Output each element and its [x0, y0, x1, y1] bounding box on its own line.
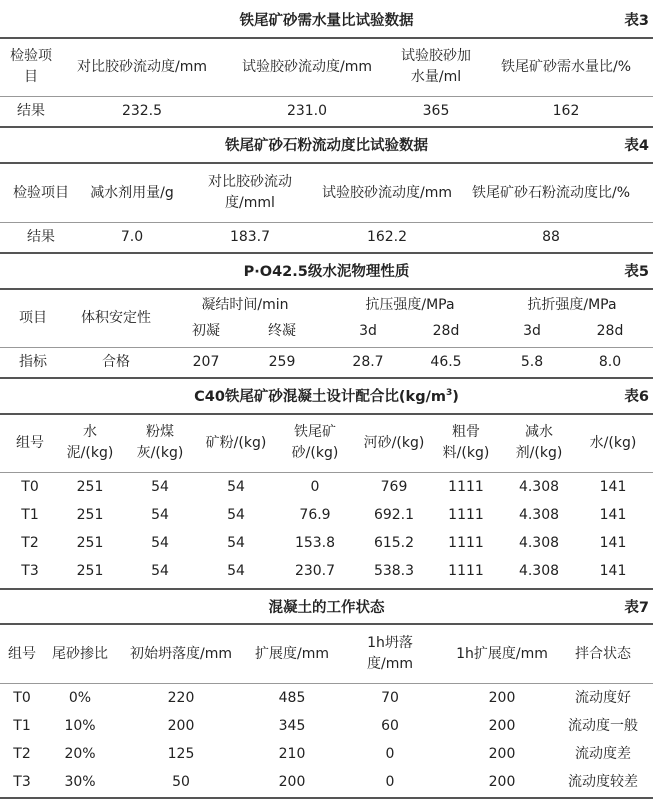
t6-data-cell: 54: [151, 506, 169, 523]
table5-number: 表5: [624, 264, 649, 280]
table5-title: P·O42.5级水泥物理性质: [243, 264, 410, 280]
table6-top-rule: [0, 413, 653, 415]
t5-data-cell: 207: [192, 353, 220, 370]
t6-data-cell: 54: [227, 562, 245, 579]
t5-data-cell: 28.7: [352, 353, 384, 370]
t4-header-cell: 对比胶砂流动度/mml: [208, 174, 292, 211]
t6-data-cell: 251: [76, 478, 104, 495]
t6-data-cell: 141: [599, 506, 627, 523]
t6-data-cell: T3: [21, 562, 39, 579]
t5-header-flexural: 抗折强度/MPa: [527, 296, 617, 313]
t6-data-cell: 251: [76, 506, 104, 523]
t5-subheader-cell: 终凝: [268, 322, 296, 339]
t4-data-cell: 88: [542, 228, 560, 245]
t6-header-cell: 减水剂/(kg): [515, 424, 563, 461]
table3-number: 表3: [624, 13, 649, 29]
t6-title-sup: 3: [445, 388, 453, 399]
t7-data-cell: 0: [385, 773, 395, 790]
t6-data-cell: 54: [151, 534, 169, 551]
t7-header-cell: 1h坍落度/mm: [367, 635, 413, 672]
t6-data-cell: 251: [76, 562, 104, 579]
t5-data-cell: 46.5: [430, 353, 462, 370]
t5-subheader-cell: 28d: [596, 322, 624, 339]
t6-data-cell: 54: [151, 478, 169, 495]
t6-data-cell: 4.308: [518, 506, 560, 523]
t3-header-cell: 试验胶砂加水量/ml: [401, 48, 471, 85]
t7-data-cell: 10%: [64, 717, 96, 734]
t5-subheader-cell: 3d: [523, 322, 541, 339]
t4-header-cell: 减水剂用量/g: [90, 184, 174, 201]
t6-header-cell: 粉煤灰/(kg): [136, 424, 184, 461]
t7-data-cell: T2: [13, 745, 31, 762]
t7-data-cell: 流动度较差: [568, 773, 638, 790]
t7-header-cell: 1h扩展度/mm: [456, 645, 548, 662]
table7-top-rule: [0, 623, 653, 625]
t6-header-cell: 河砂/(kg): [363, 434, 425, 451]
t6-data-cell: 141: [599, 562, 627, 579]
t7-data-cell: T0: [13, 689, 31, 706]
t6-data-cell: 1111: [448, 506, 484, 523]
t7-header-cell: 尾砂掺比: [52, 645, 108, 662]
t7-data-cell: 流动度一般: [568, 717, 638, 734]
t6-data-cell: 153.8: [294, 534, 336, 551]
table5-mid-rule: [0, 347, 653, 348]
t6-data-cell: 251: [76, 534, 104, 551]
t6-header-cell: 水/(kg): [589, 434, 637, 451]
t6-title-end: ): [452, 389, 459, 405]
table7-number: 表7: [624, 600, 649, 616]
t5-data-cell: 259: [268, 353, 296, 370]
t5-header-compressive: 抗压强度/MPa: [365, 296, 455, 313]
t3-data-cell: 结果: [17, 102, 45, 119]
table6-number: 表6: [624, 389, 649, 405]
t5-subheader-cell: 28d: [432, 322, 460, 339]
t7-data-cell: 200: [488, 689, 516, 706]
t6-header-cell: 粗骨料/(kg): [442, 424, 490, 461]
table4-top-rule: [0, 162, 653, 164]
t7-header-cell: 拌合状态: [575, 645, 631, 662]
table3-title: 铁尾矿砂需水量比试验数据: [239, 13, 414, 29]
t7-data-cell: 0%: [68, 689, 92, 706]
t6-data-cell: 4.308: [518, 534, 560, 551]
t7-data-cell: 485: [278, 689, 306, 706]
table4-title: 铁尾矿砂石粉流动度比试验数据: [225, 138, 428, 154]
t5-subheader-cell: 初凝: [192, 322, 220, 339]
t5-subheader-cell: 3d: [359, 322, 377, 339]
t3-data-cell: 162: [552, 102, 580, 119]
t7-data-cell: 70: [381, 689, 399, 706]
t7-data-cell: T3: [13, 773, 31, 790]
table6-mid-rule: [0, 472, 653, 473]
t7-header-cell: 组号: [8, 645, 36, 662]
table3-mid-rule: [0, 96, 653, 97]
t6-data-cell: 1111: [448, 562, 484, 579]
t4-data-cell: 162.2: [366, 228, 408, 245]
t7-data-cell: 50: [172, 773, 190, 790]
t4-data-cell: 结果: [27, 228, 55, 245]
t7-data-cell: 30%: [64, 773, 96, 790]
t6-data-cell: 769: [380, 478, 408, 495]
t4-data-cell: 183.7: [229, 228, 271, 245]
t7-header-cell: 扩展度/mm: [255, 645, 329, 662]
t6-data-cell: 76.9: [299, 506, 331, 523]
t7-data-cell: 200: [278, 773, 306, 790]
t6-data-cell: 54: [151, 562, 169, 579]
t6-data-cell: 141: [599, 478, 627, 495]
table4-mid-rule: [0, 222, 653, 223]
t4-header-cell: 试验胶砂流动度/mm: [322, 184, 452, 201]
t3-header-cell: 对比胶砂流动度/mm: [77, 58, 207, 75]
t4-header-cell: 检验项目: [13, 184, 69, 201]
t6-data-cell: 4.308: [518, 478, 560, 495]
table7-mid-rule: [0, 683, 653, 684]
t3-header-cell: 检验项目: [10, 48, 52, 85]
t7-data-cell: 流动度差: [575, 745, 631, 762]
t6-data-cell: 4.308: [518, 562, 560, 579]
t3-header-cell: 试验胶砂流动度/mm: [242, 58, 372, 75]
t7-data-cell: 60: [381, 717, 399, 734]
table7-title: 混凝土的工作状态: [268, 600, 385, 616]
t6-data-cell: 0: [310, 478, 320, 495]
t4-header-cell: 铁尾矿砂石粉流动度比/%: [471, 184, 631, 201]
t6-data-cell: T2: [21, 534, 39, 551]
t3-data-cell: 232.5: [121, 102, 163, 119]
t7-data-cell: 200: [167, 717, 195, 734]
t7-data-cell: 20%: [64, 745, 96, 762]
t7-data-cell: 200: [488, 745, 516, 762]
t7-data-cell: 200: [488, 717, 516, 734]
t6-header-cell: 矿粉/(kg): [205, 434, 267, 451]
t3-header-cell: 铁尾矿砂需水量比/%: [500, 58, 632, 75]
t6-data-cell: 141: [599, 534, 627, 551]
t5-data-cell: 合格: [102, 353, 130, 370]
t5-header-item: 项目: [19, 309, 47, 326]
table5-top-rule: [0, 288, 653, 290]
table6-title: [0, 379, 653, 412]
t6-header-cell: 铁尾矿砂/(kg): [291, 424, 339, 461]
table4-number: 表4: [624, 138, 649, 154]
t6-data-cell: 1111: [448, 478, 484, 495]
t7-data-cell: 125: [167, 745, 195, 762]
t6-title-main: C40铁尾矿砂混凝土设计配合比(kg/m: [194, 389, 446, 405]
t6-data-cell: 230.7: [294, 562, 336, 579]
t7-data-cell: 流动度好: [575, 689, 631, 706]
t6-header-cell: 组号: [16, 434, 44, 451]
t5-header-setting: 凝结时间/min: [201, 296, 289, 313]
t6-data-cell: 538.3: [373, 562, 415, 579]
t3-data-cell: 231.0: [286, 102, 328, 119]
t5-data-cell: 指标: [19, 353, 47, 370]
t4-data-cell: 7.0: [120, 228, 144, 245]
t3-data-cell: 365: [422, 102, 450, 119]
t5-header-stability: 体积安定性: [81, 309, 151, 326]
t7-data-cell: 0: [385, 745, 395, 762]
t6-header-cell: 水泥/(kg): [66, 424, 114, 461]
t6-data-cell: T1: [21, 506, 39, 523]
table3-top-rule: [0, 37, 653, 39]
t5-data-cell: 8.0: [598, 353, 622, 370]
t7-header-cell: 初始坍落度/mm: [130, 645, 232, 662]
t7-data-cell: 200: [488, 773, 516, 790]
t6-data-cell: 54: [227, 506, 245, 523]
t5-data-cell: 5.8: [520, 353, 544, 370]
t6-data-cell: 54: [227, 534, 245, 551]
t7-data-cell: 220: [167, 689, 195, 706]
t6-data-cell: 1111: [448, 534, 484, 551]
t7-data-cell: 210: [278, 745, 306, 762]
table7-bottom-rule: [0, 797, 653, 799]
t6-data-cell: 54: [227, 478, 245, 495]
t6-data-cell: 615.2: [373, 534, 415, 551]
t6-data-cell: 692.1: [373, 506, 415, 523]
t7-data-cell: T1: [13, 717, 31, 734]
t7-data-cell: 345: [278, 717, 306, 734]
t6-data-cell: T0: [21, 478, 39, 495]
